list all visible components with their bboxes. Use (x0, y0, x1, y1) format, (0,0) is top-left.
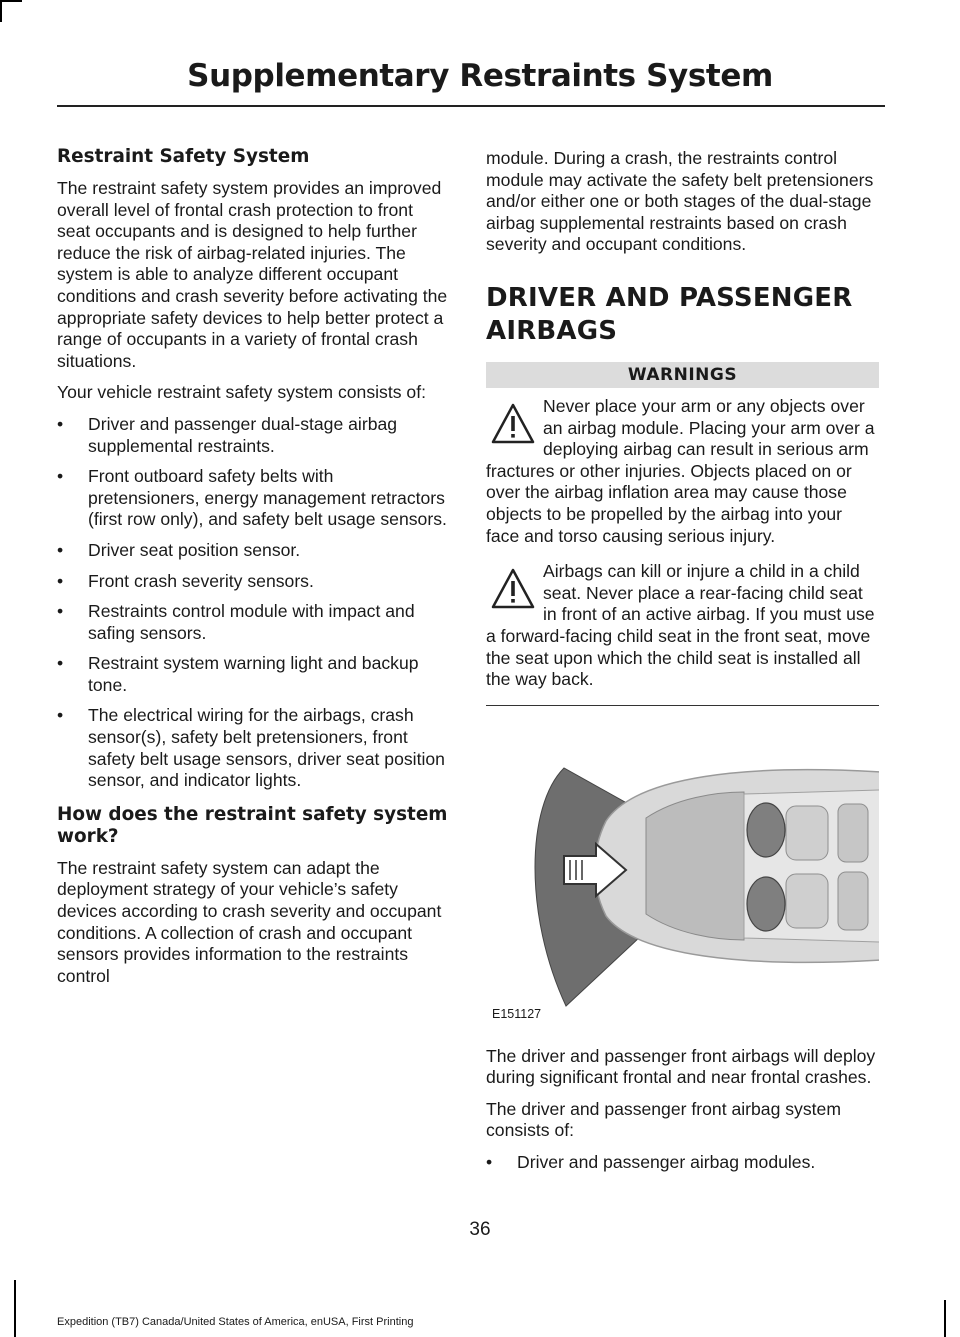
warning-triangle-icon (491, 402, 535, 446)
list-item: • Restraints control module with impact and safing sensors. (57, 601, 415, 643)
intro-paragraph: The restraint safety system provides an improved overall level of frontal crash protection to front seat occupants and is designed to help further reduce the risk of airbag-related injuries. The system is able to analyze different occupant conditions and crash severity before activating the appropriate safety devices to help better protect a range of occupants in a variety of frontal crash situations. (57, 178, 448, 371)
bullet: • (57, 705, 64, 726)
airbag-system-list (486, 1152, 879, 1174)
warning-text: Never place your arm or any objects over an airbag module. Placing your arm over a deploying airbag can result in serious arm fractures or other injuries. Objects placed on or over the airbag inflation area may cause those objects to be propelled by the airbag into your face and torso causing serious injury. (486, 395, 875, 546)
left-column (57, 146, 449, 997)
bullet: • (57, 653, 64, 674)
bullet: • (57, 539, 64, 560)
continued-paragraph: module. During a crash, the restraints control module may activate the safety belt pretensioners and/or either one or both stages of the dual-stage airbag supplemental restraints based on crash severity and occupant conditions. (486, 148, 874, 255)
section-title: DRIVER AND PASSENGER AIRBAGS (486, 282, 853, 346)
bullet: • (486, 1152, 493, 1173)
list-item: • Front crash severity sensors. (57, 570, 314, 591)
right-column (486, 148, 879, 1186)
bullet: • (57, 570, 64, 591)
crop-mark (0, 0, 22, 2)
crop-mark (0, 0, 2, 22)
system-consists-paragraph: The driver and passenger front airbag system consists of: (486, 1098, 841, 1141)
crop-mark (944, 1300, 946, 1337)
bullet: • (57, 601, 64, 622)
list-item: • Front outboard safety belts with pretensioners, energy management retractors (first row only), and safety belt usage sensors. (57, 466, 447, 530)
list-item: • Driver seat position sensor. (57, 539, 301, 560)
consists-of-paragraph: Your vehicle restraint safety system consists of: (57, 382, 426, 403)
adapt-paragraph: The restraint safety system can adapt the deployment strategy of your vehicle’s safety devices according to crash severity and occupant conditions. A collection of crash and occupant sensors provides information to the restraints control (57, 857, 442, 986)
page-header-title: Supplementary Restraints System (187, 58, 773, 94)
list-item: • Restraint system warning light and backup tone. (57, 653, 419, 695)
header-rule (57, 105, 885, 107)
car-top-view-illustration (486, 706, 879, 1046)
crop-mark (14, 1280, 16, 1337)
footer-text: Expedition (TB7) Canada/United States of America, enUSA, First Printing (57, 1316, 414, 1328)
figure-code: E151127 (492, 1006, 542, 1021)
restraint-safety-system-heading: Restraint Safety System (57, 146, 310, 167)
warnings-bar: WARNINGS (486, 362, 879, 388)
warning-block (486, 396, 879, 547)
bullet: • (57, 466, 64, 487)
list-item: • Driver and passenger dual-stage airbag supplemental restraints. (57, 413, 398, 456)
warning-triangle-icon (491, 567, 535, 611)
restraint-components-list (57, 414, 449, 792)
list-item: • Driver and passenger airbag modules. (486, 1152, 816, 1173)
deploy-paragraph: The driver and passenger front airbags will deploy during significant frontal and near frontal crashes. (486, 1045, 876, 1088)
page-number: 36 (469, 1219, 491, 1240)
warning-text: Airbags can kill or injure a child in a child seat. Never place a rear-facing child seat in front of an active airbag. If you must use a forward-facing child seat in the front seat, move the seat upon which the child seat is installed all the way back. (486, 561, 875, 690)
how-does-it-work-heading: How does the restraint safety system work? (57, 803, 448, 847)
airbag-deployment-illustration (486, 706, 879, 1046)
warning-block (486, 561, 879, 691)
list-item: • The electrical wiring for the airbags, crash sensor(s), safety belt pretensioners, front safety belt usage sensors, driver seat position sensor, and indicator lights. (57, 705, 445, 791)
bullet: • (57, 413, 64, 434)
